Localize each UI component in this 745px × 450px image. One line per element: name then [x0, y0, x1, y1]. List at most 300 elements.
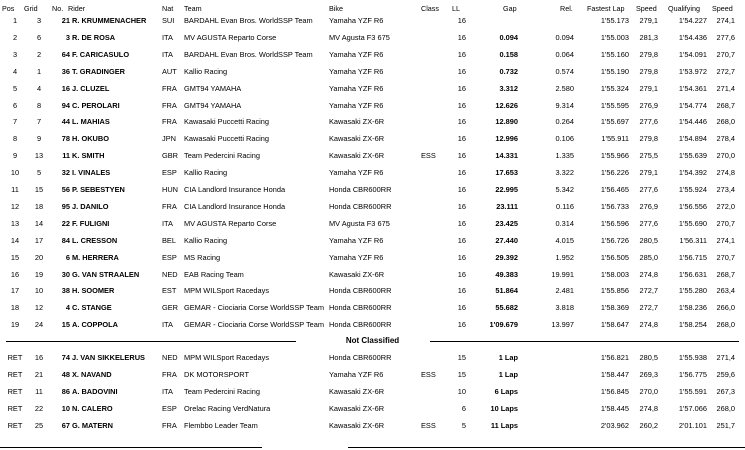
cell-pos: 16	[10, 269, 20, 279]
table-row	[0, 282, 745, 299]
cell-rider: A. BADOVINI	[72, 386, 118, 396]
table-row	[0, 299, 745, 316]
cell-number: 22	[61, 218, 70, 228]
cell-speed: 276,9	[639, 201, 658, 211]
cell-qualifying-speed: 270,7	[716, 218, 735, 228]
cell-team: CIA Landlord Insurance Honda	[184, 185, 286, 194]
cell-rel: 0.064	[555, 49, 574, 59]
cell-bike: Yamaha YZF R6	[329, 66, 384, 76]
cell-grid: 1	[36, 66, 42, 76]
cell-fastest-lap: 1'55.003	[600, 32, 629, 42]
cell-qualifying: 1'57.066	[678, 403, 707, 413]
header-speed: Speed	[636, 4, 657, 13]
cell-fastest-lap: 1'58.003	[600, 269, 629, 279]
cell-speed: 274,8	[639, 320, 658, 330]
cell-fastest-lap: 1'56.596	[600, 218, 629, 228]
table-row	[0, 232, 745, 249]
cell-team: Kallio Racing	[184, 66, 228, 76]
table-row	[0, 130, 745, 147]
cell-bike: Kawasaki ZX-6R	[329, 117, 385, 127]
cell-qualifying-speed: 277,6	[716, 32, 735, 42]
cell-pos: 17	[10, 286, 20, 296]
cell-nat: NED	[162, 269, 178, 279]
cell-pos: 19	[10, 320, 20, 330]
cell-qualifying-speed: 272,7	[716, 66, 735, 76]
cell-rel: 4.015	[555, 235, 574, 245]
cell-number: 78	[61, 134, 70, 144]
cell-team: GEMAR - Ciociaria Corse WorldSSP Team	[184, 320, 325, 330]
cell-fastest-lap: 1'56.845	[600, 386, 629, 396]
cell-rel: 3.818	[555, 303, 574, 313]
cell-rider: L. MAHIAS	[72, 117, 110, 127]
cell-qualifying-speed: 274,1	[716, 16, 735, 25]
cell-laps: 16	[457, 303, 466, 313]
cell-rel: 3.322	[555, 168, 574, 178]
cell-qualifying: 1'54.361	[678, 83, 707, 93]
cell-grid: 6	[36, 32, 42, 42]
table-row	[0, 249, 745, 266]
cell-speed: 281,3	[639, 32, 658, 42]
cell-laps: 16	[457, 83, 466, 93]
table-row	[0, 215, 745, 232]
cell-rel: 19.991	[551, 269, 574, 279]
cell-gap: 29.392	[495, 252, 518, 262]
cell-bike: Kawasaki ZX-6R	[329, 386, 385, 396]
cell-pos: 12	[10, 201, 20, 211]
cell-grid: 4	[36, 83, 42, 93]
cell-qualifying-speed: 273,4	[716, 185, 735, 194]
cell-fastest-lap: 1'55.966	[600, 151, 629, 161]
cell-team: DK MOTORSPORT	[184, 369, 250, 379]
cell-pos: RET	[7, 353, 23, 362]
cell-qualifying-speed: 270,7	[716, 49, 735, 59]
cell-gap: 23.111	[496, 201, 518, 211]
cell-qualifying-speed: 267,3	[716, 386, 735, 396]
cell-bike: Kawasaki ZX-6R	[329, 420, 385, 430]
table-row	[0, 80, 745, 97]
cell-number: 64	[61, 49, 70, 59]
cell-qualifying: 1'54.774	[678, 100, 707, 110]
table-row	[0, 366, 745, 383]
cell-gap: 49.383	[495, 269, 518, 279]
header-rel: Rel.	[560, 4, 573, 13]
cell-class: ESS	[421, 420, 436, 430]
cell-team: GMT94 YAMAHA	[184, 83, 242, 93]
cell-number: 11	[62, 151, 70, 161]
cell-nat: FRA	[162, 83, 177, 93]
cell-rel: 2.481	[555, 286, 574, 296]
cell-grid: 13	[34, 151, 44, 161]
cell-number: 84	[61, 235, 70, 245]
cell-grid: 2	[36, 49, 42, 59]
cell-grid: 21	[34, 369, 44, 379]
cell-speed: 285,0	[639, 252, 658, 262]
cell-qualifying: 1'55.690	[678, 218, 707, 228]
cell-rel: 5.342	[555, 185, 574, 194]
cell-team: MV AGUSTA Reparto Corse	[184, 32, 277, 42]
cell-nat: ITA	[162, 386, 173, 396]
cell-fastest-lap: 1'58.445	[600, 403, 629, 413]
cell-pos: 10	[10, 168, 20, 178]
cell-team: GMT94 YAMAHA	[184, 100, 242, 110]
cell-rider: M. HERRERA	[72, 252, 119, 262]
cell-speed: 279,1	[639, 16, 658, 25]
cell-rider: C. STANGE	[72, 303, 112, 313]
cell-laps: 16	[457, 185, 466, 194]
cell-grid: 17	[34, 235, 44, 245]
cell-grid: 10	[34, 286, 44, 296]
cell-speed: 279,8	[639, 49, 658, 59]
cell-rider: A. COPPOLA	[72, 320, 118, 330]
cell-team: GEMAR - Ciociaria Corse WorldSSP Team	[184, 303, 325, 313]
cell-number: 16	[61, 83, 70, 93]
not-classified-banner	[0, 334, 745, 348]
cell-gap: 0.094	[499, 32, 518, 42]
cell-fastest-lap: 1'55.324	[600, 83, 629, 93]
cell-bike: Kawasaki ZX-6R	[329, 403, 385, 413]
cell-number: 38	[61, 286, 70, 296]
cell-qualifying: 2'01.101	[678, 420, 707, 430]
cell-laps: 16	[457, 235, 466, 245]
cell-rel: 1.952	[555, 252, 574, 262]
cell-speed: 272,7	[639, 286, 658, 296]
cell-number: 95	[61, 201, 70, 211]
cell-qualifying: 1'54.227	[678, 16, 707, 25]
cell-fastest-lap: 1'56.226	[600, 168, 629, 178]
cell-fastest-lap: 1'55.856	[600, 286, 629, 296]
cell-bike: Yamaha YZF R6	[329, 49, 384, 59]
table-row	[0, 383, 745, 400]
header-no: No.	[52, 4, 64, 13]
header-ll: LL	[452, 4, 460, 13]
cell-nat: EST	[162, 286, 177, 296]
cell-qualifying-speed: 268,7	[716, 269, 735, 279]
cell-laps: 16	[457, 201, 466, 211]
cell-qualifying: 1'55.639	[678, 151, 707, 161]
cell-qualifying-speed: 271,4	[716, 83, 735, 93]
cell-laps: 15	[457, 353, 466, 362]
cell-gap: 0.158	[499, 49, 518, 59]
cell-grid: 12	[34, 303, 44, 313]
cell-bike: Honda CBR600RR	[329, 286, 392, 296]
cell-speed: 269,3	[639, 369, 658, 379]
cell-number: 30	[61, 269, 70, 279]
cell-team: MS Racing	[184, 252, 221, 262]
cell-fastest-lap: 1'56.505	[600, 252, 629, 262]
cell-fastest-lap: 1'55.160	[600, 49, 629, 59]
header-grid: Grid	[24, 4, 38, 13]
table-row	[0, 164, 745, 181]
cell-laps: 16	[457, 66, 466, 76]
cell-fastest-lap: 1'58.369	[600, 303, 629, 313]
cell-team: EAB Racing Team	[184, 269, 244, 279]
cell-nat: BEL	[162, 235, 176, 245]
cell-pos: 7	[12, 117, 18, 127]
cell-grid: 25	[34, 420, 44, 430]
cell-bike: Honda CBR600RR	[329, 320, 392, 330]
cell-speed: 279,1	[639, 83, 658, 93]
header-qualifying: Qualifying	[668, 4, 700, 13]
cell-speed: 279,8	[639, 66, 658, 76]
cell-pos: 13	[10, 218, 20, 228]
cell-pos: 3	[12, 49, 18, 59]
cell-grid: 15	[34, 185, 44, 194]
cell-qualifying: 1'53.972	[678, 66, 707, 76]
cell-number: 44	[61, 117, 70, 127]
cell-qualifying: 1'56.556	[678, 201, 707, 211]
cell-grid: 5	[36, 168, 42, 178]
cell-nat: FRA	[162, 201, 177, 211]
cell-number: 21	[61, 16, 70, 25]
cell-grid: 11	[35, 386, 43, 396]
cell-qualifying-speed: 270,7	[716, 252, 735, 262]
cell-gap: 27.440	[495, 235, 518, 245]
cell-team: Orelac Racing VerdNatura	[184, 403, 271, 413]
cell-nat: ITA	[162, 218, 173, 228]
cell-rel: 0.106	[555, 134, 574, 144]
cell-laps: 16	[457, 168, 466, 178]
cell-number: 94	[61, 100, 70, 110]
cell-qualifying-speed: 272,0	[716, 201, 735, 211]
cell-team: Kawasaki Puccetti Racing	[184, 117, 270, 127]
cell-bike: MV Agusta F3 675	[329, 218, 390, 228]
cell-bike: Yamaha YZF R6	[329, 369, 384, 379]
cell-pos: 11	[11, 185, 19, 194]
cell-grid: 8	[36, 100, 42, 110]
cell-laps: 16	[457, 117, 466, 127]
header-rider: Rider	[68, 4, 86, 13]
cell-qualifying: 1'55.938	[678, 353, 707, 362]
cell-rider: H. SOOMER	[72, 286, 115, 296]
cell-pos: RET	[7, 403, 23, 413]
cell-rider: F. CARICASULO	[72, 49, 130, 59]
cell-gap: 22.995	[495, 185, 518, 194]
cell-rider: N. CALERO	[72, 403, 113, 413]
cell-pos: 1	[12, 16, 18, 25]
cell-fastest-lap: 1'56.733	[600, 201, 629, 211]
cell-team: MV AGUSTA Reparto Corse	[184, 218, 277, 228]
cell-laps: 16	[457, 218, 466, 228]
cell-qualifying: 1'55.591	[678, 386, 707, 396]
cell-pos: 6	[12, 100, 18, 110]
cell-fastest-lap: 1'55.697	[600, 117, 629, 127]
cell-qualifying: 1'54.392	[678, 168, 707, 178]
cell-speed: 276,9	[639, 100, 658, 110]
cell-number: 4	[65, 303, 70, 313]
cell-laps: 16	[457, 16, 466, 25]
cell-nat: ITA	[162, 320, 173, 330]
cell-speed: 274,8	[639, 269, 658, 279]
cell-qualifying: 1'56.715	[678, 252, 707, 262]
cell-rel: 0.264	[555, 117, 574, 127]
cell-team: Flembbo Leader Team	[184, 420, 258, 430]
cell-pos: RET	[7, 420, 23, 430]
cell-number: 48	[61, 369, 70, 379]
cell-bike: Yamaha YZF R6	[329, 16, 384, 25]
cell-bike: Yamaha YZF R6	[329, 235, 384, 245]
cell-pos: 2	[12, 32, 18, 42]
cell-grid: 3	[36, 16, 42, 25]
cell-nat: FRA	[162, 420, 177, 430]
cell-grid: 7	[36, 117, 42, 127]
cell-qualifying: 1'58.236	[678, 303, 707, 313]
cell-speed: 277,6	[639, 185, 658, 194]
cell-rider: G. MATERN	[72, 420, 113, 430]
cell-qualifying-speed: 271,4	[716, 353, 735, 362]
cell-gap: 11 Laps	[490, 420, 518, 430]
cell-number: 56	[61, 185, 70, 194]
cell-qualifying-speed: 268,0	[716, 117, 735, 127]
cell-rider: T. GRADINGER	[72, 66, 125, 76]
divider	[0, 447, 262, 448]
cell-rider: K. SMITH	[72, 151, 105, 161]
cell-number: 86	[61, 386, 70, 396]
cell-qualifying-speed: 251,7	[716, 420, 735, 430]
cell-qualifying-speed: 263,4	[716, 286, 735, 296]
cell-laps: 16	[457, 32, 466, 42]
cell-speed: 275,5	[639, 151, 658, 161]
cell-nat: ESP	[162, 403, 177, 413]
cell-speed: 274,8	[639, 403, 658, 413]
cell-bike: MV Agusta F3 675	[329, 32, 390, 42]
cell-qualifying: 1'54.436	[678, 32, 707, 42]
cell-qualifying-speed: 274,8	[716, 168, 735, 178]
cell-nat: HUN	[162, 185, 179, 194]
table-row	[0, 147, 745, 164]
cell-team: Kallio Racing	[184, 168, 228, 178]
cell-gap: 51.864	[495, 286, 518, 296]
header-nat: Nat	[162, 4, 174, 13]
cell-bike: Honda CBR600RR	[329, 185, 392, 194]
cell-fastest-lap: 1'58.447	[600, 369, 629, 379]
cell-fastest-lap: 1'56.821	[600, 353, 629, 362]
cell-rider: J. CLUZEL	[72, 83, 110, 93]
cell-gap: 1 Lap	[498, 353, 518, 362]
header-pos: Pos	[2, 4, 15, 13]
cell-qualifying: 1'55.924	[678, 185, 707, 194]
cell-grid: 24	[34, 320, 44, 330]
cell-qualifying: 1'58.254	[678, 320, 707, 330]
cell-number: 32	[61, 168, 70, 178]
cell-fastest-lap: 1'55.911	[601, 134, 629, 144]
cell-grid: 16	[34, 353, 44, 362]
cell-bike: Yamaha YZF R6	[329, 252, 384, 262]
cell-nat: NED	[162, 353, 178, 362]
cell-rel: 0.094	[555, 32, 574, 42]
cell-number: 6	[65, 252, 70, 262]
cell-rel: 9.314	[555, 100, 574, 110]
cell-gap: 3.312	[499, 83, 518, 93]
cell-bike: Yamaha YZF R6	[329, 168, 384, 178]
cell-rider: H. OKUBO	[72, 134, 109, 144]
cell-laps: 5	[461, 420, 466, 430]
cell-nat: FRA	[162, 369, 177, 379]
cell-nat: ESP	[162, 168, 177, 178]
table-row	[0, 417, 745, 434]
cell-speed: 272,7	[639, 303, 658, 313]
cell-team: Team Pedercini Racing	[184, 386, 260, 396]
cell-bike: Honda CBR600RR	[329, 303, 392, 313]
cell-laps: 16	[457, 286, 466, 296]
cell-nat: FRA	[162, 100, 177, 110]
cell-rel: 0.314	[555, 218, 574, 228]
table-row	[0, 113, 745, 130]
cell-qualifying-speed: 268,0	[716, 320, 735, 330]
cell-speed: 279,1	[639, 168, 658, 178]
cell-nat: GBR	[162, 151, 179, 161]
cell-qualifying: 1'54.894	[678, 134, 707, 144]
cell-nat: FRA	[162, 117, 177, 127]
cell-gap: 55.682	[495, 303, 518, 313]
cell-bike: Honda CBR600RR	[329, 201, 392, 211]
cell-qualifying-speed: 268,0	[716, 403, 735, 413]
header-team: Team	[184, 4, 202, 13]
cell-fastest-lap: 1'55.190	[600, 66, 629, 76]
cell-class: ESS	[421, 369, 436, 379]
cell-rel: 13.997	[551, 320, 574, 330]
cell-speed: 270,0	[639, 386, 658, 396]
cell-pos: 5	[12, 83, 18, 93]
header-gap: Gap	[503, 4, 517, 13]
cell-pos: RET	[7, 369, 23, 379]
cell-grid: 18	[34, 201, 44, 211]
cell-laps: 16	[457, 151, 466, 161]
cell-team: BARDAHL Evan Bros. WorldSSP Team	[184, 49, 313, 59]
cell-nat: ITA	[162, 49, 173, 59]
cell-rider: C. PEROLARI	[72, 100, 120, 110]
table-row	[0, 198, 745, 215]
cell-grid: 19	[34, 269, 44, 279]
cell-qualifying-speed: 266,0	[716, 303, 735, 313]
cell-speed: 279,8	[639, 134, 658, 144]
cell-qualifying: 1'56.311	[679, 235, 707, 245]
cell-bike: Yamaha YZF R6	[329, 100, 384, 110]
cell-qualifying-speed: 274,1	[716, 235, 735, 245]
cell-grid: 9	[36, 134, 42, 144]
cell-gap: 0.732	[499, 66, 518, 76]
cell-gap: 12.626	[495, 100, 518, 110]
cell-number: 3	[65, 32, 70, 42]
cell-nat: AUT	[162, 66, 177, 76]
cell-laps: 16	[457, 269, 466, 279]
cell-fastest-lap: 1'55.173	[600, 16, 629, 25]
table-row	[0, 12, 745, 29]
cell-rel: 0.116	[556, 201, 574, 211]
cell-rider: J. DANILO	[72, 201, 109, 211]
cell-gap: 12.996	[495, 134, 518, 144]
cell-team: BARDAHL Evan Bros. WorldSSP Team	[184, 16, 313, 25]
header-qualifying-speed: Speed	[712, 4, 733, 13]
cell-speed: 277,6	[639, 218, 658, 228]
not-classified-label: Not Classified	[345, 336, 400, 345]
table-row	[0, 46, 745, 63]
cell-number: 15	[61, 320, 70, 330]
cell-pos: 4	[12, 66, 18, 76]
cell-fastest-lap: 1'56.726	[600, 235, 629, 245]
header-bike: Bike	[329, 4, 343, 13]
cell-gap: 1 Lap	[498, 369, 518, 379]
cell-bike: Kawasaki ZX-6R	[329, 134, 385, 144]
cell-speed: 260,2	[639, 420, 658, 430]
cell-rider: I. VINALES	[72, 168, 111, 178]
cell-gap: 23.425	[495, 218, 518, 228]
divider	[348, 447, 745, 448]
cell-laps: 16	[457, 320, 466, 330]
cell-pos: 15	[10, 252, 20, 262]
cell-number: 10	[61, 403, 70, 413]
cell-grid: 22	[34, 403, 44, 413]
cell-qualifying: 1'55.280	[678, 286, 707, 296]
